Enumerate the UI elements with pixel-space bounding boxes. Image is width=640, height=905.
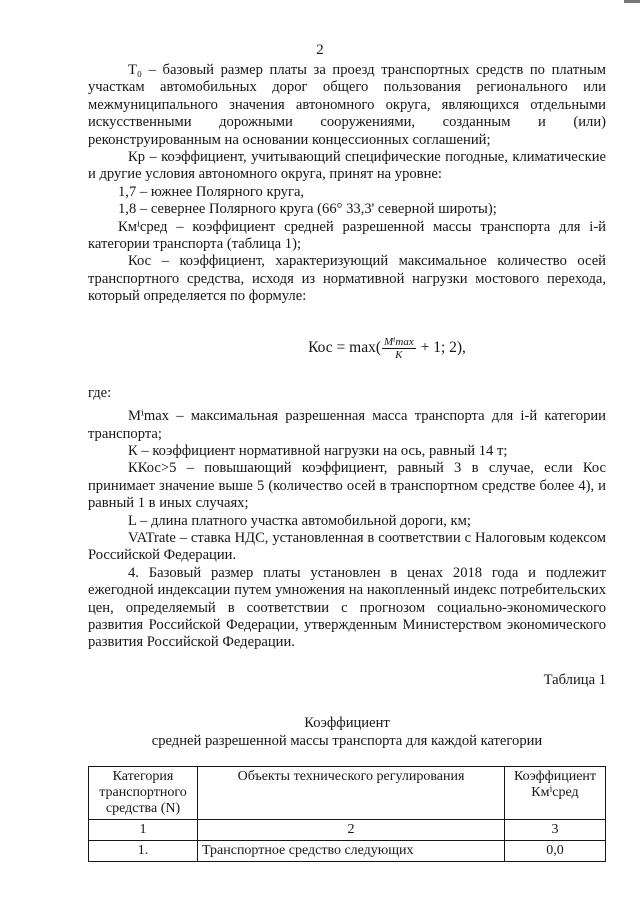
table-numbering-row — [89, 820, 606, 841]
header-coefficient: Коэффициент Кмⁱсред — [505, 767, 606, 820]
formula-fraction — [382, 336, 416, 361]
table-cell: 3 — [505, 820, 606, 841]
paragraph-k: К – коэффициент нормативной нагрузки на ось, равный 14 т; — [128, 442, 508, 459]
paragraph-where: где: — [88, 384, 112, 401]
paragraph-t0: Т₀ – базовый размер платы за проезд транспортных средств по платным участкам автомобильных дорог общего пользования регионального или межмуниципального значения автономного округа, являющихся отдельными искусственными дорожными сооружениями, созданным и (или) реконструированным на основании концессионных соглашений; — [88, 62, 606, 148]
formula-right: + 1; 2), — [416, 338, 466, 356]
coefficient-table — [88, 766, 606, 862]
paragraph-kp-value-1: 1,7 – южнее Полярного круга, — [118, 183, 305, 200]
paragraph-km: Кмⁱсред – коэффициент средней разрешенной массы транспорта для i-й категории транспорта (таблица 1); — [88, 218, 606, 253]
table-cell: 0,0 — [505, 841, 606, 862]
page-number: 2 — [316, 42, 324, 58]
formula-denominator: K — [395, 348, 403, 361]
scan-mark — [624, 0, 640, 3]
paragraph-kkoc: ККос>5 – повышающий коэффициент, равный 3 в случае, если Кос принимает значение выше 5 (количество осей в транспортном средстве более 4), и равный 1 в иных случаях; — [88, 460, 606, 512]
paragraph-kp-value-2: 1,8 – севернее Полярного круга (66° 33,3' северной широты); — [118, 201, 497, 218]
table-header-row — [89, 767, 606, 820]
table-caption-line-1: Коэффициент — [304, 715, 390, 732]
formula-numerator: Mⁱmax — [384, 335, 414, 348]
table-label: Таблица 1 — [543, 671, 606, 688]
header-objects: Объекты технического регулирования — [198, 767, 505, 820]
paragraph-l: L – длина платного участка автомобильной дороги, км; — [128, 512, 471, 529]
paragraph-4: 4. Базовый размер платы установлен в ценах 2018 года и подлежит ежегодной индексации путем умножения на накопленный индекс потребительских цен, определяемый в соответствии с прогнозом социально-экономического развития Российской Федерации, утвержденным Министерством экономического развития Российской Федерации. — [88, 564, 606, 651]
table-cell: 1. — [89, 841, 198, 862]
document-body — [88, 62, 606, 862]
header-category: Категория транспортного средства (N) — [89, 767, 198, 820]
paragraph-kp: Кр – коэффициент, учитывающий специфические погодные, климатические и другие условия автономного округа, принят на уровне: — [88, 149, 606, 183]
table-cell: 1 — [89, 820, 198, 841]
table-caption-line-2: средней разрешенной массы транспорта для каждой категории — [151, 732, 543, 749]
paragraph-vat: VATrate – ставка НДС, установленная в соответствии с Налоговым кодексом Российской Федерации. — [88, 529, 606, 564]
paragraph-mmax: Mⁱmax – максимальная разрешенная масса транспорта для i-й категории транспорта; — [88, 408, 606, 442]
formula-koc — [128, 336, 640, 361]
table-cell: 2 — [198, 820, 505, 841]
paragraph-koc: Кос – коэффициент, характеризующий максимальное количество осей транспортного средства, исходя из нормативной нагрузки мостового перехода, который определяется по формуле: — [88, 253, 606, 305]
table-cell: Транспортное средство следующих — [198, 841, 505, 862]
table-row — [89, 841, 606, 862]
formula-left: Кос = max( — [308, 338, 381, 356]
